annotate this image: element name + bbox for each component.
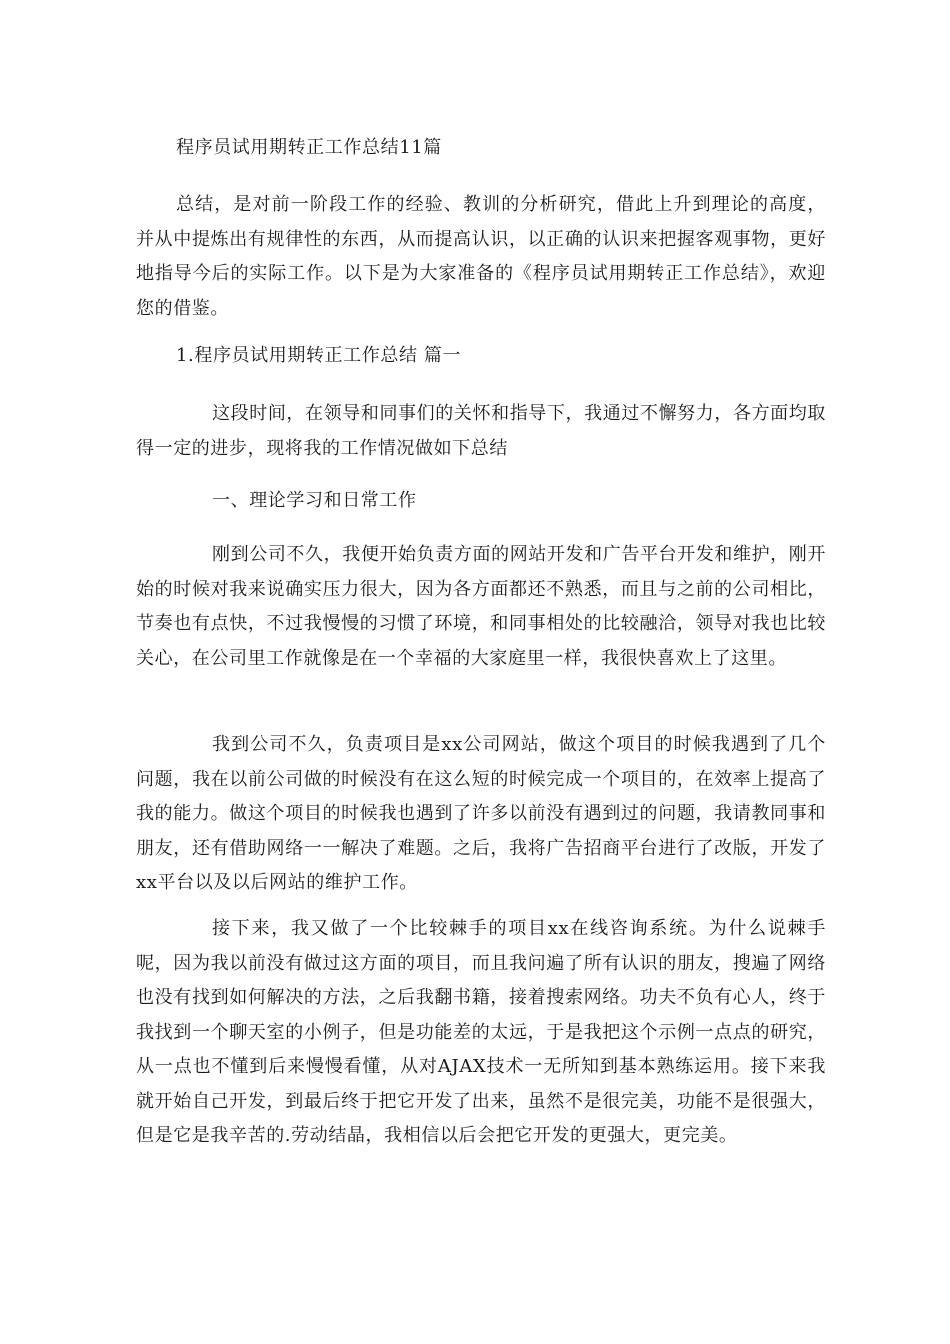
paragraph-2: 刚到公司不久，我便开始负责方面的网站开发和广告平台开发和维护，刚开始的时候对我来说确实压力很大，因为各方面都还不熟悉，而且与之前的公司相比，节奏也有点快，不过我慢慢的习惯了环境，和同事相处的比较融洽，领导对我也比较关心，在公司里工作就像是在一个幸福的大家庭里一样，我很快喜欢上了这里。 bbox=[136, 544, 826, 669]
paragraph-1: 这段时间，在领导和同事们的关怀和指导下，我通过不懈努力，各方面均取得一定的进步，现将我的工作情况做如下总结 bbox=[136, 403, 826, 459]
paragraph-4: 接下来，我又做了一个比较棘手的项目xx在线咨询系统。为什么说棘手呢，因为我以前没有做过这方面的项目，而且我问遍了所有认识的朋友，搜遍了网络也没有找到如何解决的方法，之后我翻书籍，接着搜索网络。功夫不负有心人，终于我找到一个聊天室的小例子，但是功能差的太远，于是我把这个示例一点点的研究，从一点也不懂到后来慢慢看懂，从对AJAX技术一无所知到基本熟练运用。接下来我就开始自己开发，到最后终于把它开发了出来，虽然不是很完美，功能不是很强大，但是它是我辛苦的.劳动结晶，我相信以后会把它开发的更强大，更完美。 bbox=[136, 918, 826, 1146]
subheading-theory-and-daily-work: 一、理论学习和日常工作 bbox=[212, 490, 417, 511]
document-title: 程序员试用期转正工作总结11篇 bbox=[176, 137, 442, 158]
section-heading: 1.程序员试用期转正工作总结 篇一 bbox=[176, 345, 462, 366]
intro-paragraph: 总结，是对前一阶段工作的经验、教训的分析研究，借此上升到理论的高度，并从中提炼出有规律性的东西，从而提高认识，以正确的认识来把握客观事物，更好地指导今后的实际工作。以下是为大家准备的《程序员试用期转正工作总结》，欢迎您的借鉴。 bbox=[136, 194, 826, 319]
paragraph-3: 我到公司不久，负责项目是xx公司网站，做这个项目的时候我遇到了几个问题，我在以前公司做的时候没有在这么短的时候完成一个项目的，在效率上提高了我的能力。做这个项目的时候我也遇到了许多以前没有遇到过的问题，我请教同事和朋友，还有借助网络一一解决了难题。之后，我将广告招商平台进行了改版，开发了xx平台以及以后网站的维护工作。 bbox=[136, 734, 826, 893]
